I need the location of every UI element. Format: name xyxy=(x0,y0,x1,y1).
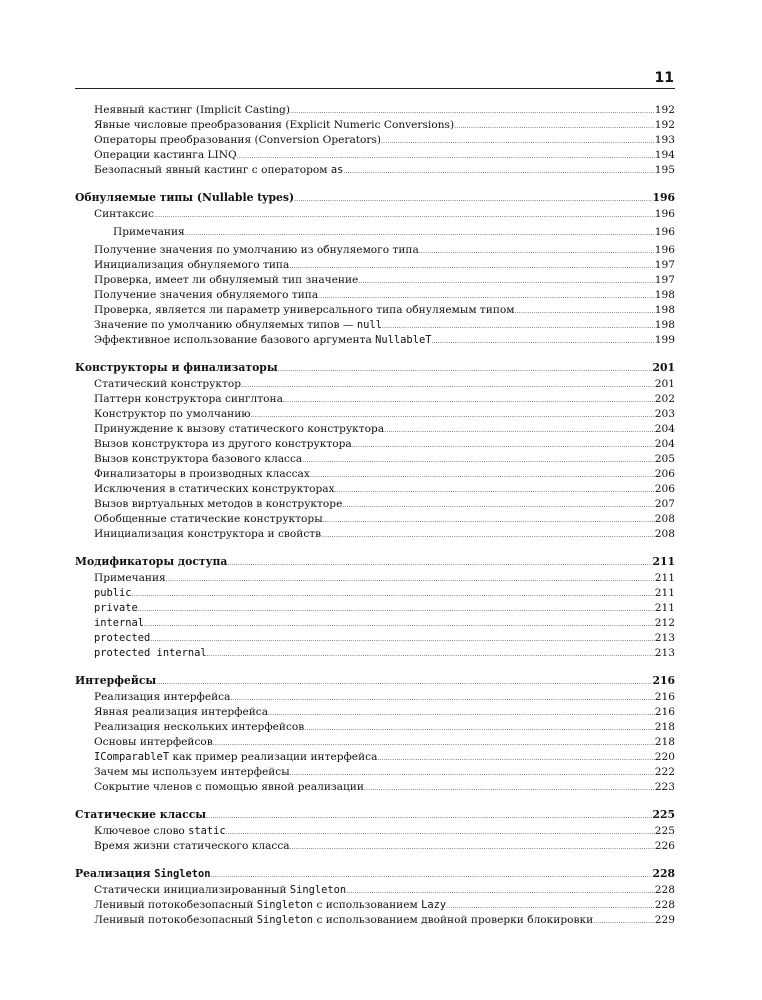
toc-entry-title xyxy=(75,190,294,205)
dot-leader xyxy=(230,691,654,706)
dot-leader xyxy=(156,675,652,690)
title-text: Конструкторы и финализаторы xyxy=(75,361,278,374)
table-of-contents xyxy=(75,103,675,928)
dot-leader xyxy=(384,423,655,438)
toc-entry-title xyxy=(94,148,237,163)
toc-page-number: 216 xyxy=(654,691,675,703)
dot-leader xyxy=(144,617,655,632)
code-term: Singleton xyxy=(289,884,347,896)
code-term: Singleton xyxy=(154,868,211,880)
dot-leader xyxy=(294,192,652,207)
dot-leader xyxy=(132,587,655,602)
title-text: Исключения в статических конструкторах xyxy=(94,483,335,495)
toc-entry[interactable] xyxy=(75,690,675,705)
title-text: Получение значения обнуляемого типа xyxy=(94,289,319,301)
title-text: Реализация интерфейса xyxy=(94,691,231,703)
toc-page-number: 212 xyxy=(654,617,675,629)
toc-page-number: 225 xyxy=(652,808,675,821)
dot-leader xyxy=(304,721,655,736)
dot-leader xyxy=(150,632,654,647)
toc-entry-title xyxy=(94,407,251,422)
toc-entry-title xyxy=(94,586,132,601)
title-text: Конструктор по умолчанию xyxy=(94,408,251,420)
title-text: Статический конструктор xyxy=(94,378,242,390)
dot-leader xyxy=(290,766,655,781)
toc-entry-title xyxy=(94,839,290,854)
toc-entry-title xyxy=(94,705,268,720)
toc-entry-title xyxy=(75,807,206,822)
dot-leader xyxy=(227,556,652,571)
toc-page-number: 204 xyxy=(654,423,675,435)
title-text: Операции кастинга LINQ xyxy=(94,149,237,161)
toc-entry-title xyxy=(75,866,211,882)
toc-page-number: 199 xyxy=(654,334,675,346)
dot-leader xyxy=(321,528,655,543)
code-term: Lazy xyxy=(421,899,447,911)
toc-entry-title xyxy=(94,273,358,288)
toc-entry[interactable] xyxy=(75,898,675,913)
toc-entry-title xyxy=(94,631,150,646)
toc-page-number: 192 xyxy=(654,104,675,116)
toc-entry[interactable] xyxy=(75,407,675,422)
title-text: Интерфейсы xyxy=(75,674,157,687)
toc-entry-title xyxy=(94,103,290,118)
dot-leader xyxy=(237,149,655,164)
toc-entry-title xyxy=(94,118,454,133)
toc-entry[interactable] xyxy=(75,839,675,854)
dot-leader xyxy=(211,868,653,883)
toc-entry-title xyxy=(94,497,342,512)
title-text: Инициализация конструктора и свойств xyxy=(94,528,322,540)
toc-entry[interactable] xyxy=(75,207,675,222)
toc-entry[interactable] xyxy=(75,288,675,303)
toc-entry-title xyxy=(94,392,283,407)
toc-page-number: 194 xyxy=(654,149,675,161)
toc-entry-title xyxy=(94,765,290,780)
dot-leader xyxy=(318,289,655,304)
title-text: Явная реализация интерфейса xyxy=(94,706,269,718)
toc-entry[interactable] xyxy=(75,646,675,661)
section-spacer xyxy=(75,795,675,807)
toc-entry[interactable] xyxy=(75,318,675,333)
toc-entry-title xyxy=(94,452,302,467)
dot-leader xyxy=(515,304,655,319)
toc-entry-title xyxy=(94,318,382,333)
toc-page-number: 198 xyxy=(654,319,675,331)
toc-page-number: 223 xyxy=(654,781,675,793)
title-text: Явные числовые преобразования (Explicit Numeric Conversions) xyxy=(94,119,455,131)
title-text: Обобщенные статические конструкторы xyxy=(94,513,323,525)
title-text: Эффективное использование базового аргумента xyxy=(94,334,376,346)
toc-page-number: 211 xyxy=(654,587,675,599)
toc-entry-title xyxy=(94,527,321,542)
title-text: Модификаторы доступа xyxy=(75,555,228,568)
toc-entry[interactable] xyxy=(75,780,675,795)
title-text: Примечания xyxy=(94,572,166,584)
toc-entry-title xyxy=(94,824,226,839)
title-text: Статически инициализированный xyxy=(94,884,290,896)
toc-entry-title xyxy=(94,243,419,258)
toc-entry[interactable] xyxy=(75,258,675,273)
toc-entry-title xyxy=(94,913,593,928)
toc-entry-title xyxy=(94,690,230,705)
section-spacer xyxy=(75,661,675,673)
toc-entry[interactable] xyxy=(75,601,675,616)
toc-entry-title xyxy=(94,422,384,437)
code-term: Singleton xyxy=(256,914,314,926)
toc-entry[interactable] xyxy=(75,705,675,720)
toc-entry[interactable] xyxy=(75,750,675,765)
title-text: Вызов конструктора из другого конструктора xyxy=(94,438,352,450)
toc-entry[interactable] xyxy=(75,452,675,467)
section-spacer xyxy=(75,854,675,866)
toc-page-number: 206 xyxy=(654,468,675,480)
toc-page-number: 196 xyxy=(652,191,675,204)
toc-entry[interactable] xyxy=(75,273,675,288)
toc-entry-title xyxy=(94,735,213,750)
dot-leader xyxy=(154,208,655,223)
title-text: Синтаксис xyxy=(94,208,154,220)
title-text: Статические классы xyxy=(75,808,207,821)
toc-entry-title xyxy=(94,780,364,795)
toc-page-number: 193 xyxy=(654,134,675,146)
toc-section-entry[interactable] xyxy=(75,807,675,822)
code-term: private xyxy=(94,602,138,614)
toc-page-number: 211 xyxy=(654,602,675,614)
toc-page-number: 228 xyxy=(654,899,675,911)
code-term: public xyxy=(94,587,132,599)
toc-entry[interactable] xyxy=(75,883,675,898)
toc-entry-title xyxy=(94,616,144,631)
title-text: с использованием xyxy=(313,899,422,911)
title-text: Вызов виртуальных методов в конструкторе xyxy=(94,498,343,510)
toc-entry-title xyxy=(94,482,335,497)
title-text: Инициализация обнуляемого типа xyxy=(94,259,290,271)
toc-page-number: 216 xyxy=(652,674,675,687)
code-term: static xyxy=(188,825,226,837)
dot-leader xyxy=(290,104,655,119)
title-text: Реализация xyxy=(75,867,155,880)
dot-leader xyxy=(446,899,655,914)
title-text: Финализаторы в производных классах xyxy=(94,468,310,480)
header-rule xyxy=(75,88,675,89)
dot-leader xyxy=(241,378,655,393)
title-text: Ленивый потокобезопасный xyxy=(94,899,257,911)
dot-leader xyxy=(289,259,654,274)
code-term: Singleton xyxy=(256,899,314,911)
toc-page-number: 201 xyxy=(654,378,675,390)
toc-entry-title xyxy=(94,377,241,392)
dot-leader xyxy=(166,572,655,587)
toc-entry-title xyxy=(94,883,346,898)
toc-entry-title xyxy=(94,303,515,318)
title-text: как пример реализации интерфейса xyxy=(169,751,378,763)
toc-entry-title xyxy=(94,333,431,348)
toc-page-number: 196 xyxy=(654,208,675,220)
toc-entry[interactable] xyxy=(75,118,675,133)
toc-page-number: 196 xyxy=(654,244,675,256)
toc-page-number: 211 xyxy=(654,572,675,584)
toc-entry[interactable] xyxy=(75,103,675,118)
code-term: as xyxy=(330,164,344,176)
toc-page-number: 213 xyxy=(654,647,675,659)
dot-leader xyxy=(283,393,655,408)
dot-leader xyxy=(343,164,654,179)
page-number: 11 xyxy=(654,70,674,86)
toc-entry[interactable] xyxy=(75,467,675,482)
title-text: с использованием двойной проверки блокировки xyxy=(313,914,594,926)
toc-entry-title xyxy=(94,437,352,452)
toc-entry-title xyxy=(113,225,185,240)
toc-page-number: 195 xyxy=(654,164,675,176)
dot-leader xyxy=(138,602,655,617)
toc-entry[interactable] xyxy=(75,422,675,437)
toc-entry-title xyxy=(94,601,138,616)
dot-leader xyxy=(382,319,655,334)
code-term: NullableT xyxy=(375,334,432,346)
toc-page-number: 198 xyxy=(654,304,675,316)
toc-entry-title xyxy=(94,467,310,482)
dot-leader xyxy=(419,244,655,259)
code-term: null xyxy=(356,319,382,331)
toc-page-number: 228 xyxy=(652,867,675,880)
title-text: Принуждение к вызову статического конструктора xyxy=(94,423,385,435)
title-text: Ленивый потокобезопасный xyxy=(94,914,257,926)
dot-leader xyxy=(346,884,655,899)
dot-leader xyxy=(454,119,655,134)
title-text: Проверка, является ли параметр универсального типа обнуляемым типом xyxy=(94,304,515,316)
toc-entry-title xyxy=(94,750,377,765)
dot-leader xyxy=(342,498,654,513)
toc-page-number: 218 xyxy=(654,721,675,733)
toc-entry-title xyxy=(94,512,323,527)
code-term: internal xyxy=(94,617,145,629)
dot-leader xyxy=(206,809,652,824)
toc-entry[interactable] xyxy=(75,243,675,258)
toc-entry[interactable] xyxy=(75,303,675,318)
title-text: Паттерн конструктора синглтона xyxy=(94,393,283,405)
toc-page-number: 222 xyxy=(654,766,675,778)
toc-entry[interactable] xyxy=(75,913,675,928)
dot-leader xyxy=(302,453,655,468)
dot-leader xyxy=(226,825,655,840)
toc-entry[interactable] xyxy=(75,148,675,163)
toc-entry-title xyxy=(75,673,156,688)
toc-entry[interactable] xyxy=(75,571,675,586)
title-text: Примечания xyxy=(113,226,185,238)
dot-leader xyxy=(268,706,655,721)
toc-entry[interactable] xyxy=(75,482,675,497)
toc-entry-title xyxy=(75,360,278,375)
dot-leader xyxy=(213,736,655,751)
toc-entry-title xyxy=(94,258,289,273)
toc-section-entry[interactable] xyxy=(75,360,675,375)
toc-entry[interactable] xyxy=(75,333,675,348)
toc-page-number: 218 xyxy=(654,736,675,748)
toc-entry[interactable] xyxy=(75,437,675,452)
toc-entry[interactable] xyxy=(75,377,675,392)
title-text: Безопасный явный кастинг с оператором xyxy=(94,164,331,176)
title-text: Обнуляемые типы (Nullable types) xyxy=(75,191,295,204)
toc-entry-title xyxy=(94,571,166,586)
toc-page-number: 208 xyxy=(654,513,675,525)
toc-page-number: 205 xyxy=(654,453,675,465)
toc-entry[interactable] xyxy=(75,824,675,839)
toc-page-number: 197 xyxy=(654,274,675,286)
toc-page-number: 226 xyxy=(654,840,675,852)
dot-leader xyxy=(185,226,655,241)
toc-page-number: 220 xyxy=(654,751,675,763)
toc-page-number: 211 xyxy=(652,555,675,568)
toc-page-number: 229 xyxy=(654,914,675,926)
toc-entry[interactable] xyxy=(75,631,675,646)
toc-section-entry[interactable] xyxy=(75,190,675,205)
title-text: Основы интерфейсов xyxy=(94,736,213,748)
toc-page-number: 225 xyxy=(654,825,675,837)
dot-leader xyxy=(352,438,655,453)
toc-page-number: 192 xyxy=(654,119,675,131)
dot-leader xyxy=(207,647,655,662)
toc-entry-title xyxy=(94,646,207,661)
toc-page-number: 228 xyxy=(654,884,675,896)
dot-leader xyxy=(251,408,655,423)
dot-leader xyxy=(310,468,655,483)
dot-leader xyxy=(381,134,655,149)
toc-page-number: 207 xyxy=(654,498,675,510)
toc-entry[interactable] xyxy=(75,512,675,527)
toc-section-entry[interactable] xyxy=(75,866,675,881)
code-term: protected internal xyxy=(94,647,207,659)
toc-entry-title xyxy=(94,133,381,148)
dot-leader xyxy=(323,513,655,528)
toc-page-number: 196 xyxy=(654,226,675,238)
toc-entry[interactable] xyxy=(75,735,675,750)
toc-page-number: 198 xyxy=(654,289,675,301)
title-text: Значение по умолчанию обнуляемых типов — xyxy=(94,319,357,331)
title-text: Сокрытие членов с помощью явной реализации xyxy=(94,781,364,793)
title-text: Получение значения по умолчанию из обнуляемого типа xyxy=(94,244,419,256)
dot-leader xyxy=(358,274,654,289)
toc-page-number: 203 xyxy=(654,408,675,420)
dot-leader xyxy=(377,751,654,766)
toc-page-number: 213 xyxy=(654,632,675,644)
toc-page-number: 204 xyxy=(654,438,675,450)
title-text: Неявный кастинг (Implicit Casting) xyxy=(94,104,290,116)
code-term: IComparableT xyxy=(94,751,170,763)
toc-page-number: 201 xyxy=(652,361,675,374)
dot-leader xyxy=(431,334,654,349)
title-text: Зачем мы используем интерфейсы xyxy=(94,766,290,778)
toc-section-entry[interactable] xyxy=(75,673,675,688)
toc-section-entry[interactable] xyxy=(75,554,675,569)
dot-leader xyxy=(335,483,655,498)
toc-entry-title xyxy=(94,720,304,735)
toc-entry[interactable] xyxy=(75,765,675,780)
title-text: Ключевое слово xyxy=(94,825,189,837)
title-text: Операторы преобразования (Conversion Operators) xyxy=(94,134,382,146)
title-text: Проверка, имеет ли обнуляемый тип значение xyxy=(94,274,359,286)
dot-leader xyxy=(290,840,655,855)
toc-entry[interactable] xyxy=(75,225,675,240)
dot-leader xyxy=(593,914,655,929)
section-spacer xyxy=(75,178,675,190)
toc-entry[interactable] xyxy=(75,133,675,148)
toc-entry[interactable] xyxy=(75,497,675,512)
section-spacer xyxy=(75,348,675,360)
toc-entry[interactable] xyxy=(75,392,675,407)
title-text: Время жизни статического класса xyxy=(94,840,290,852)
title-text: Вызов конструктора базового класса xyxy=(94,453,303,465)
toc-entry[interactable] xyxy=(75,527,675,542)
toc-entry[interactable] xyxy=(75,163,675,178)
section-spacer xyxy=(75,542,675,554)
toc-page-number: 206 xyxy=(654,483,675,495)
toc-entry-title xyxy=(75,554,227,569)
dot-leader xyxy=(278,362,653,377)
toc-entry[interactable] xyxy=(75,616,675,631)
toc-page-number: 197 xyxy=(654,259,675,271)
toc-entry[interactable] xyxy=(75,720,675,735)
code-term: protected xyxy=(94,632,151,644)
dot-leader xyxy=(364,781,655,796)
toc-entry-title xyxy=(94,898,446,913)
toc-entry-title xyxy=(94,288,318,303)
toc-page-number: 216 xyxy=(654,706,675,718)
toc-page-number: 208 xyxy=(654,528,675,540)
toc-entry-title xyxy=(94,207,154,222)
title-text: Реализация нескольких интерфейсов xyxy=(94,721,305,733)
toc-page-number: 202 xyxy=(654,393,675,405)
toc-entry-title xyxy=(94,163,343,178)
toc-entry[interactable] xyxy=(75,586,675,601)
